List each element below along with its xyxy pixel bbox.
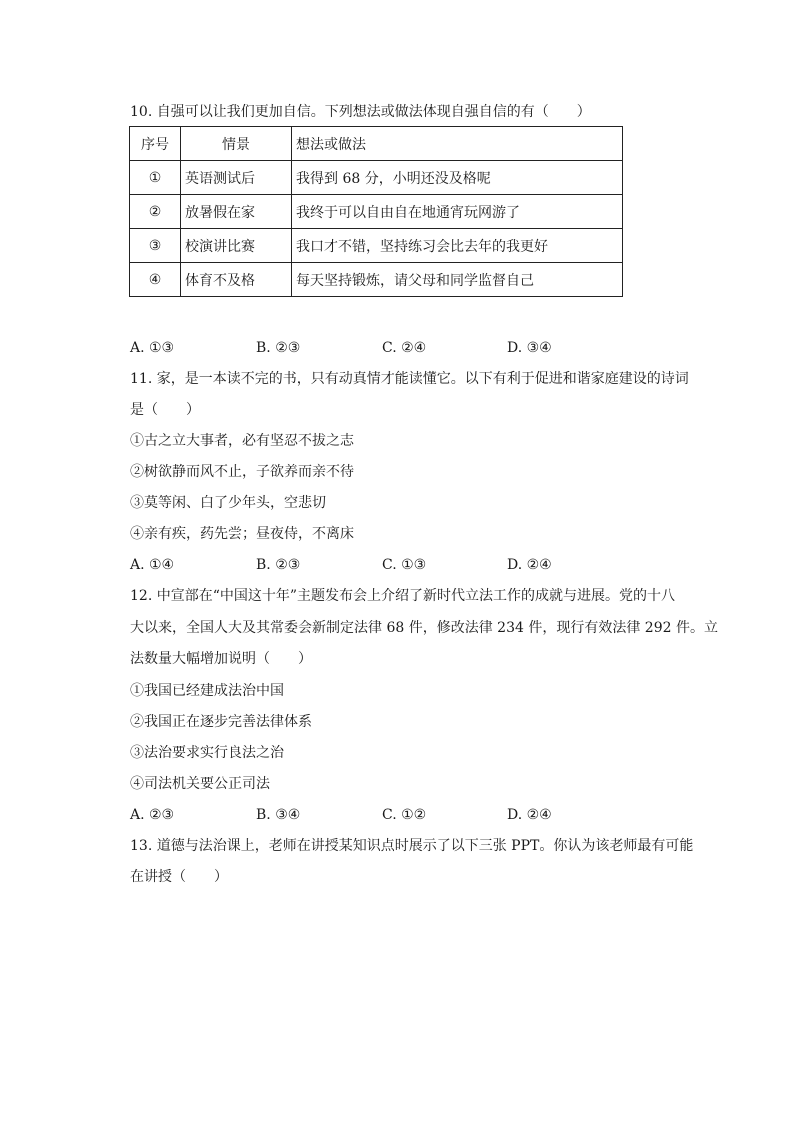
cell-thought: 我终于可以自由自在地通宵玩网游了	[292, 195, 623, 229]
option-a[interactable]: A. ①④	[130, 557, 175, 573]
cell-index: ④	[130, 263, 181, 297]
cell-index: ①	[130, 161, 181, 195]
q12-item-1: ①我国已经建成法治中国	[130, 683, 284, 699]
q10-table	[129, 126, 623, 297]
cell-thought: 每天坚持锻炼，请父母和同学监督自己	[292, 263, 623, 297]
cell-thought: 我得到 68 分，小明还没及格呢	[292, 161, 623, 195]
q13-stem-line1: 13. 道德与法治课上，老师在讲授某知识点时展示了以下三张 PPT。你认为该老师最有可能	[130, 838, 694, 854]
q12-stem-line2: 大以来，全国人大及其常委会新制定法律 68 件，修改法律 234 件，现行有效法律 292 件。立	[130, 620, 718, 636]
q11-stem-line2: 是（ ）	[130, 402, 200, 418]
q11-item-1: ①古之立大事者，必有坚忍不拔之志	[130, 433, 354, 449]
option-b[interactable]: B. ②③	[256, 557, 301, 573]
option-a[interactable]: A. ②③	[130, 807, 175, 823]
table-row	[130, 195, 623, 229]
q11-item-2: ②树欲静而风不止，子欲养而亲不待	[130, 464, 354, 480]
cell-index: ②	[130, 195, 181, 229]
table-row	[130, 263, 623, 297]
cell-scene: 英语测试后	[181, 161, 292, 195]
header-index: 序号	[130, 127, 181, 161]
q13-stem-line2: 在讲授（ ）	[130, 869, 228, 885]
q11-item-3: ③莫等闲、白了少年头，空悲切	[130, 495, 326, 511]
cell-scene: 校演讲比赛	[181, 229, 292, 263]
q10-title: 10. 自强可以让我们更加自信。下列想法或做法体现自强自信的有（ ）	[130, 104, 591, 120]
option-d[interactable]: D. ②④	[507, 807, 552, 823]
cell-scene: 放暑假在家	[181, 195, 292, 229]
q12-options	[130, 805, 630, 825]
option-c[interactable]: C. ①③	[382, 557, 427, 573]
option-a[interactable]: A. ①③	[130, 340, 175, 356]
option-c[interactable]: C. ①②	[382, 807, 427, 823]
table-row	[130, 161, 623, 195]
q12-item-2: ②我国正在逐步完善法律体系	[130, 714, 312, 730]
q11-stem-line1: 11. 家，是一本读不完的书，只有动真情才能读懂它。以下有利于促进和谐家庭建设的诗词	[130, 371, 689, 387]
cell-scene: 体育不及格	[181, 263, 292, 297]
q12-stem-line3: 法数量大幅增加说明（ ）	[130, 651, 312, 667]
q12-item-3: ③法治要求实行良法之治	[130, 745, 284, 761]
option-c[interactable]: C. ②④	[382, 340, 427, 356]
q10-options	[130, 338, 630, 358]
cell-thought: 我口才不错，坚持练习会比去年的我更好	[292, 229, 623, 263]
cell-index: ③	[130, 229, 181, 263]
q11-item-4: ④亲有疾，药先尝；昼夜侍，不离床	[130, 526, 354, 542]
option-d[interactable]: D. ③④	[507, 340, 552, 356]
q12-stem-line1: 12. 中宣部在“中国这十年”主题发布会上介绍了新时代立法工作的成就与进展。党的十八	[130, 588, 676, 604]
header-scene: 情景	[181, 127, 292, 161]
table-header-row	[130, 127, 623, 161]
q11-options	[130, 555, 630, 575]
q12-item-4: ④司法机关要公正司法	[130, 776, 270, 792]
option-d[interactable]: D. ②④	[507, 557, 552, 573]
table-row	[130, 229, 623, 263]
option-b[interactable]: B. ③④	[256, 807, 301, 823]
header-thought: 想法或做法	[292, 127, 623, 161]
option-b[interactable]: B. ②③	[256, 340, 301, 356]
